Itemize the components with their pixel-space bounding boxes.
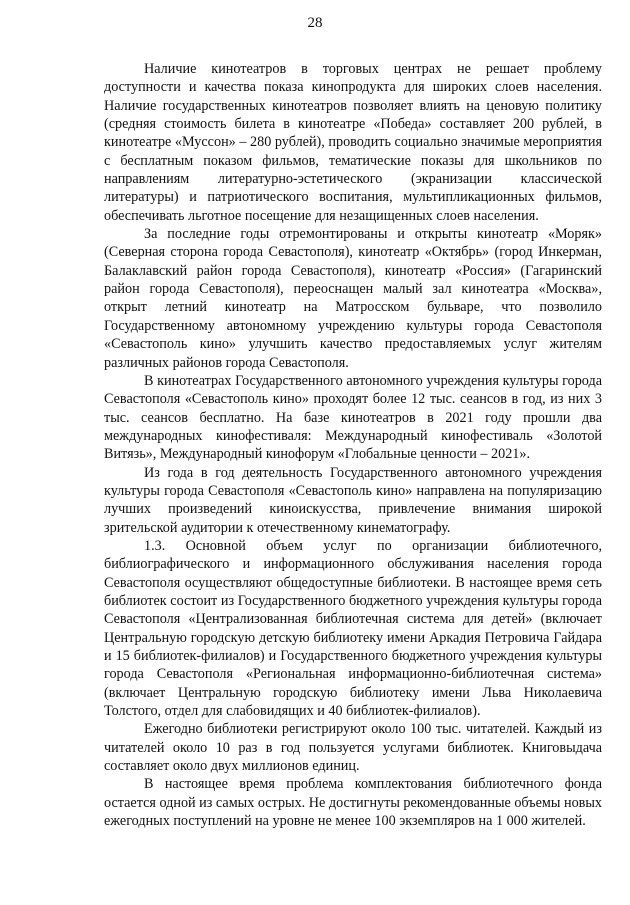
paragraph-library-acquisition: В настоящее время проблема комплектования библиотечного фонда остается одной из самых острых. Не достигнуты рекомендованные объемы новых ежегодных поступлений на уровне не менее 100 экземпляров на 1 000 жителей. [104, 776, 603, 830]
paragraph-cinema-renovation: За последние годы отремонтированы и открыты кинотеатр «Моряк» (Северная сторона города Севастополя), кинотеатр «Октябрь» (город Инкерман, Балаклавский район города Севастополя), кинотеатр «Россия» (Гагаринский район города Севастополя), переоснащен малый зал кинотеатра «Москва», открыт летний кинотеатр на Матросском бульваре, что позволило Государственному автономному учреждению культуры города Севастополя «Севастополь кино» улучшить качество предоставляемых услуг жителям различных районов города Севастополя. [104, 226, 602, 371]
paragraph-cinema-accessibility: Наличие кинотеатров в торговых центрах не решает проблему доступности и качества показа кинопродукта для широких слоев населения. Наличие государственных кинотеатров позволяет влиять на ценовую политику (средняя стоимость билета в кинотеатре «Победа» составляет 200 рублей, в кинотеатре «Муссон» – 280 рублей), проводить социально значимые мероприятия с бесплатным показом фильмов, тематические показы для школьников по направлениям литературно-эстетического (экранизации классической литературы) и патриотического воспитания, мультипликационных фильмов, обеспечивать льготное посещение для незащищенных слоев населения. [104, 61, 602, 224]
document-body [104, 60, 602, 830]
paragraph-cinema-sessions: В кинотеатрах Государственного автономного учреждения культуры города Севастополя «Севастополь кино» проходят более 12 тыс. сеансов в год, из них 3 тыс. сеансов бесплатно. На базе кинотеатров в 2021 году прошли два международных кинофестиваля: Международный кинофестиваль «Золотой Витязь», Международный кинофорум «Глобальные ценности – 2021». [104, 372, 602, 463]
paragraph-cinema-popularization: Из года в год деятельность Государственного автономного учреждения культуры города Севастополя «Севастополь кино» направлена на популяризацию лучших произведений киноискусства, привлечение внимания широкой зрительской аудитории к отечественному кинематографу. [104, 464, 602, 536]
page-number: 28 [307, 15, 323, 31]
paragraph-library-network: 1.3. Основной объем услуг по организации библиотечного, библиографического и информационного обслуживания населения города Севастополя осуществляют общедоступные библиотеки. В настоящее время сеть библиотек состоит из Государственного бюджетного учреждения культуры города Севастополя «Централизованная библиотечная система для детей» (включает Центральную городскую детскую библиотеку имени Аркадия Петровича Гайдара и 15 библиотек-филиалов) и Государственного бюджетного учреждения культуры города Севастополя «Региональная информационно-библиотечная система» (включает Центральную городскую библиотеку имени Льва Николаевича Толстого, отдел для слабовидящих и 40 библиотек-филиалов). [104, 537, 602, 720]
paragraph-library-readers: Ежегодно библиотеки регистрируют около 100 тыс. читателей. Каждый из читателей около 10 раз в год пользуется услугами библиотек. Книговыдача составляет около двух миллионов единиц. [104, 721, 602, 775]
